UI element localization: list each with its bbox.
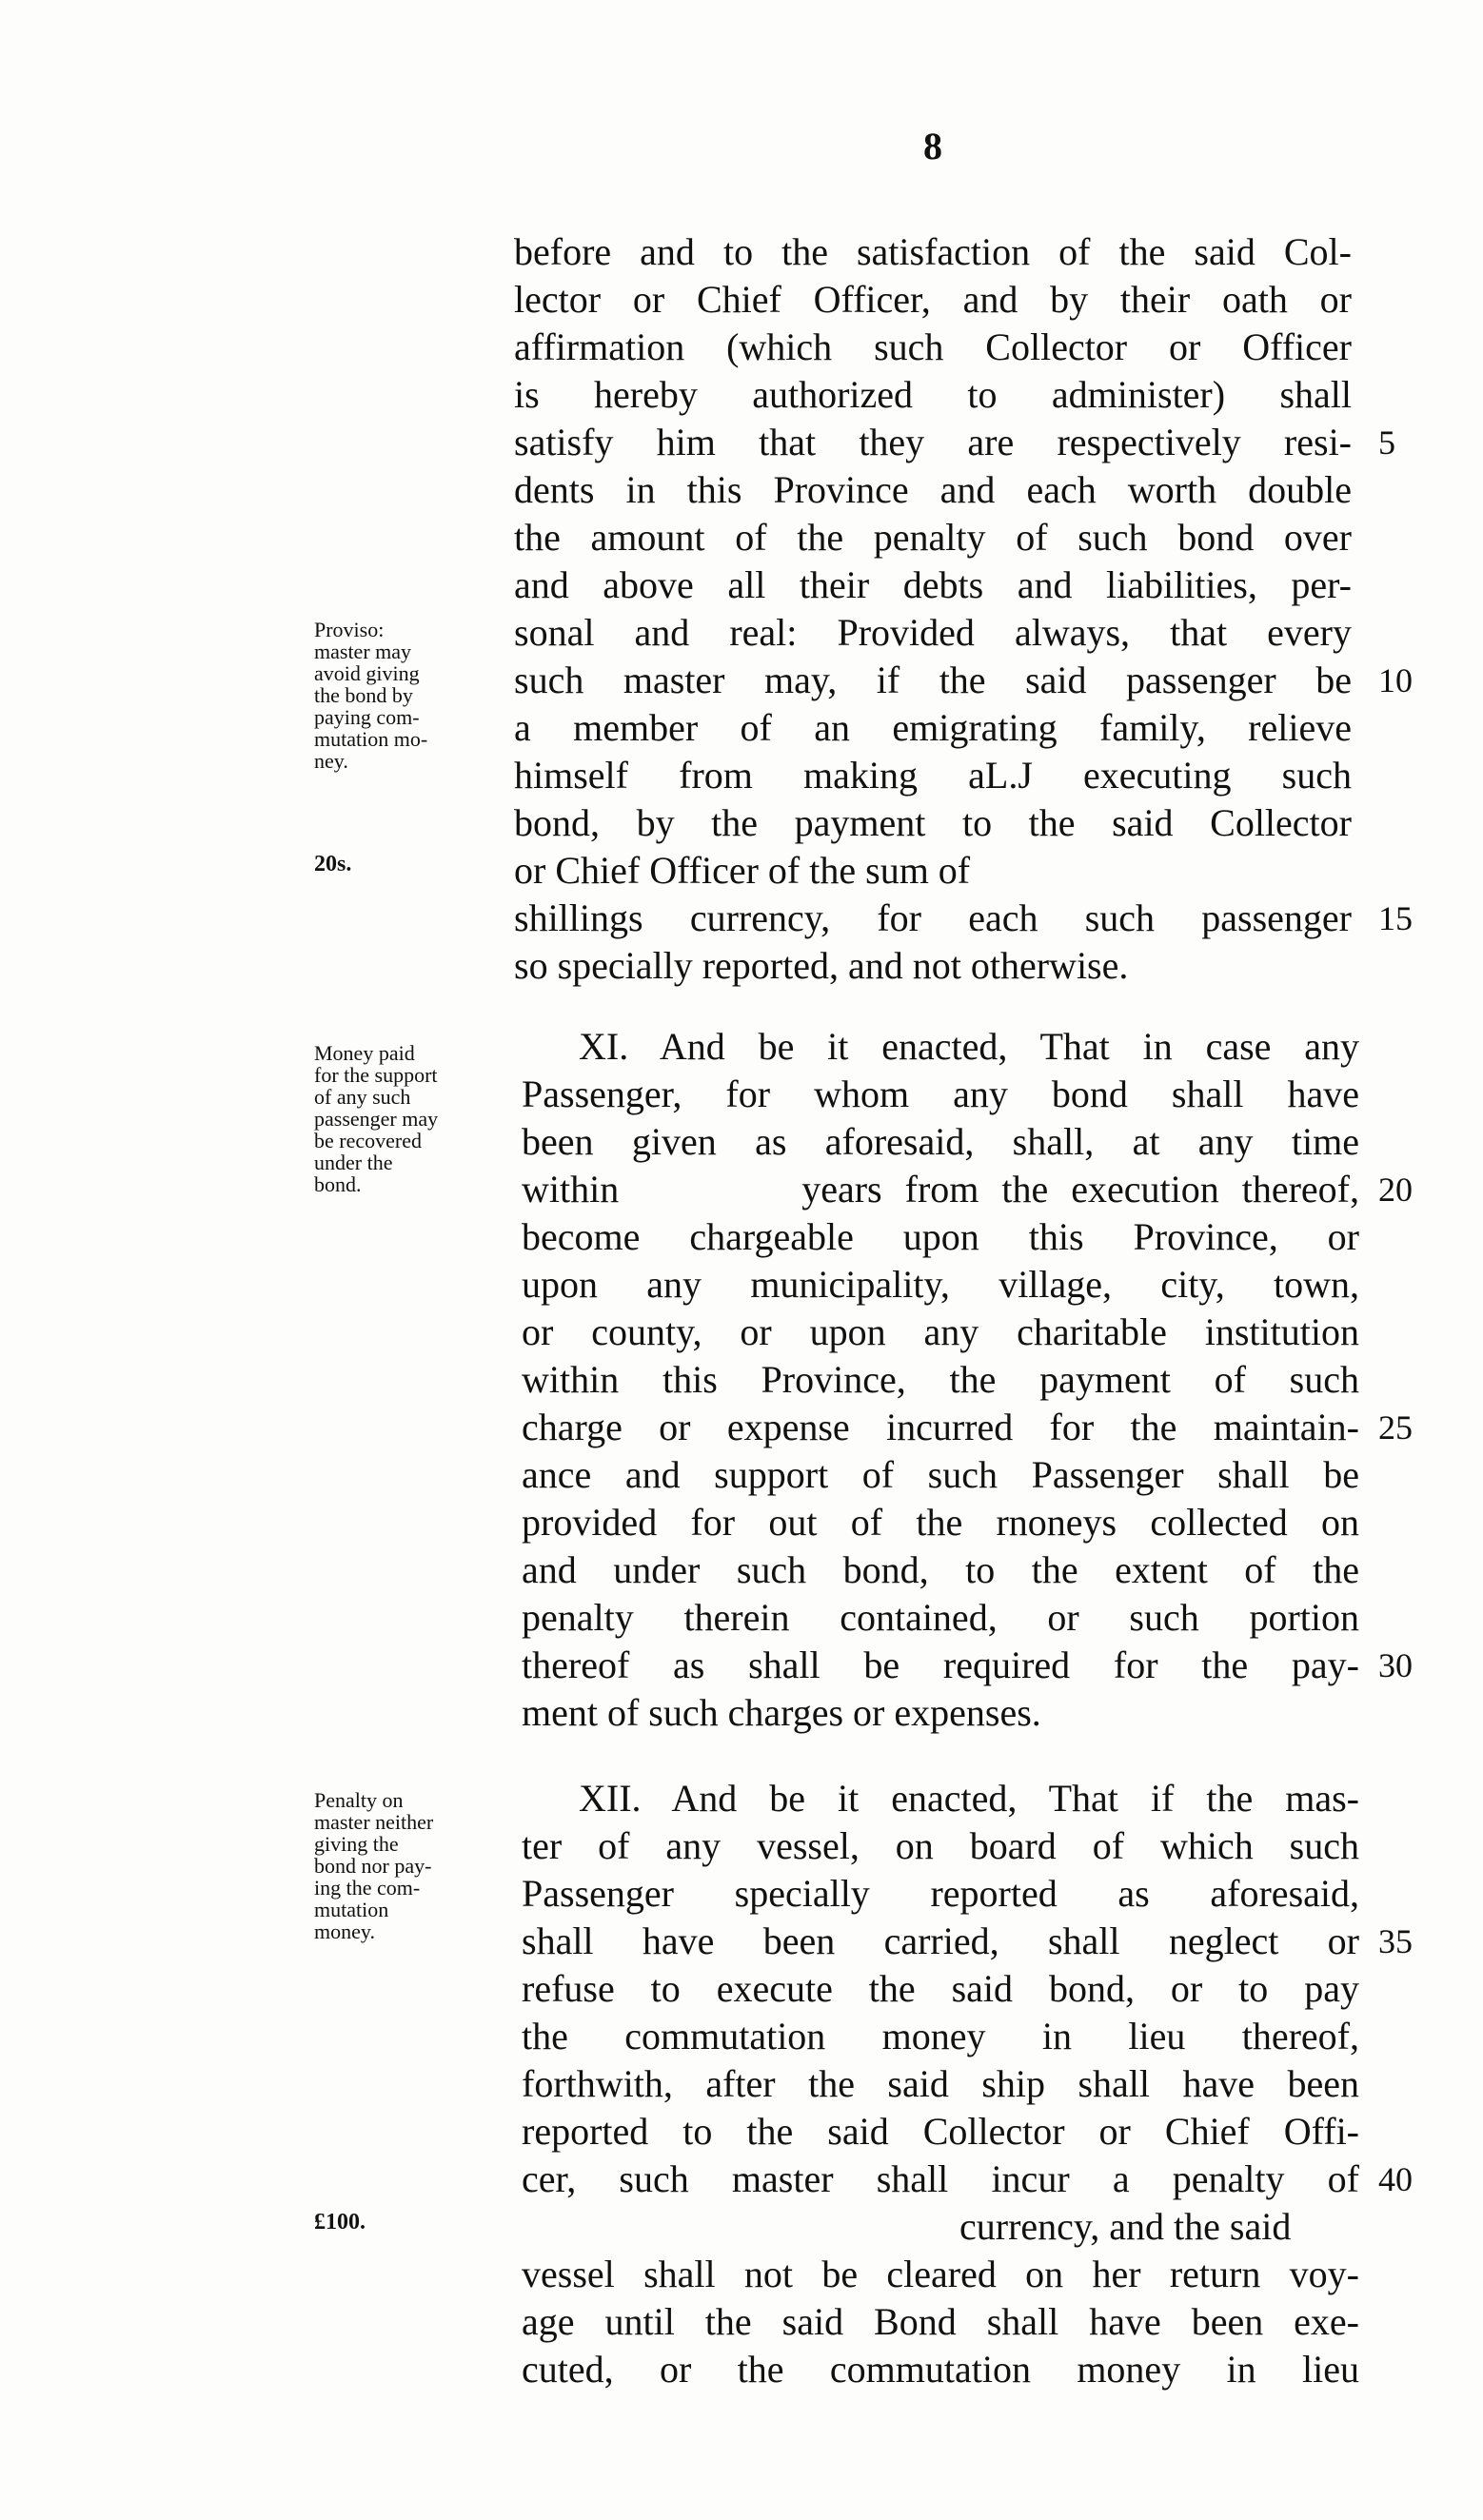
text-line: dents in this Province and each worth double [514,468,1352,511]
text-line: himself from making aL.J executing such [514,754,1352,797]
margin-note-line: the bond by [314,683,413,707]
text-line: affirmation (which such Collector or Officer [514,325,1352,368]
text-line: reported to the said Collector or Chief Offi- [522,2110,1359,2153]
margin-note-line: money. [314,1920,375,1943]
margin-note-line: passenger may [314,1107,439,1131]
text-line: the commutation money in lieu thereof, [522,2015,1359,2057]
text-line: shall have been carried, shall neglect or [522,1920,1359,1962]
text-line: currency, and the said [959,2205,1292,2248]
margin-note-line: of any such [314,1085,411,1109]
text-line: vessel shall not be cleared on her return voy- [522,2253,1359,2295]
text-line: the amount of the penalty of such bond over [514,516,1352,559]
section-xii [522,1775,1359,2393]
text-line: refuse to execute the said bond, or to pay [522,1967,1359,2010]
text-line: forthwith, after the said ship shall have been [522,2062,1359,2105]
text-line: shillings currency, for each such passenger [514,896,1352,939]
margin-note-line: mutation [314,1898,389,1921]
text-line: Passenger, for whom any bond shall have [522,1073,1359,1115]
margin-note-line: for the support [314,1063,438,1087]
text-line: is hereby authorized to administer) shall [514,373,1352,416]
text-line: and under such bond, to the extent of the [522,1548,1359,1591]
margin-note-line: under the [314,1151,393,1174]
line-number: 20 [1378,1171,1413,1209]
text-line: such master may, if the said passenger be [514,659,1352,701]
text-line: cuted, or the commutation money in lieu [522,2348,1359,2391]
text-line: ment of such charges or expenses. [522,1691,1041,1734]
margin-note-line: be recovered [314,1129,422,1152]
margin-note-line: bond. [314,1172,362,1196]
paragraph-continuation [514,228,1352,990]
section-heading-line: XII. And be it enacted, That if the mas- [579,1777,1359,1820]
margin-amount-proviso: 20s. [314,852,352,876]
margin-amount-penalty: £100. [314,2210,366,2235]
text-line: provided for out of the rnoneys collected on [522,1501,1359,1544]
margin-note-line: avoid giving [314,661,420,685]
margin-note-line: Penalty on [314,1788,404,1812]
line-number: 30 [1378,1646,1413,1684]
text-line: within years from the execution thereof, [522,1168,1359,1211]
margin-note-line: Proviso: [314,618,385,641]
line-number: 5 [1378,423,1395,462]
text-line: and above all their debts and liabilities, per- [514,563,1352,606]
text-line: upon any municipality, village, city, town, [522,1263,1359,1306]
margin-note-line: paying com- [314,705,420,729]
line-number: 15 [1378,899,1413,937]
margin-note-line: ing the com- [314,1876,421,1900]
text-line: cer, such master shall incur a penalty of [522,2157,1359,2200]
text-line: Passenger specially reported as aforesaid, [522,1872,1359,1915]
text-line: a member of an emigrating family, relieve [514,706,1352,749]
text-line: sonal and real: Provided always, that every [514,611,1352,654]
text-line: within this Province, the payment of such [522,1358,1359,1401]
text-line: so specially reported, and not otherwise. [514,944,1129,987]
line-number: 35 [1378,1922,1413,1960]
margin-note-line: mutation mo- [314,727,428,751]
margin-note-proviso [314,619,524,772]
margin-note-line: master may [314,640,412,663]
margin-note-line: Money paid [314,1041,415,1065]
text-line: ance and support of such Passenger shall be [522,1453,1359,1496]
line-number: 25 [1378,1408,1413,1447]
margin-note-line: giving the [314,1832,399,1856]
text-line: been given as aforesaid, shall, at any time [522,1120,1359,1163]
margin-note-line: master neither [314,1810,434,1834]
margin-note-penalty [314,1789,524,1942]
text-line: before and to the satisfaction of the said Col- [514,230,1352,273]
margin-note-line: ney. [314,749,348,773]
margin-note-money-paid [314,1042,524,1195]
text-line: lector or Chief Officer, and by their oath or [514,278,1352,321]
text-line: age until the said Bond shall have been exe- [522,2300,1359,2343]
line-number: 40 [1378,2160,1413,2198]
text-line: become chargeable upon this Province, or [522,1215,1359,1258]
text-line: penalty therein contained, or such portion [522,1596,1359,1639]
section-xi [522,1023,1359,1737]
text-line: or county, or upon any charitable institution [522,1310,1359,1353]
text-line: satisfy him that they are respectively resi- [514,421,1352,463]
text-line: bond, by the payment to the said Collector [514,801,1352,844]
text-line: or Chief Officer of the sum of [514,849,971,892]
text-line: ter of any vessel, on board of which such [522,1824,1359,1867]
margin-note-line: bond nor pay- [314,1854,432,1878]
text-line: charge or expense incurred for the maintain- [522,1406,1359,1448]
text-line: thereof as shall be required for the pay- [522,1644,1359,1686]
line-number: 10 [1378,661,1413,699]
section-heading-line: XI. And be it enacted, That in case any [579,1025,1359,1068]
page-number: 8 [923,125,942,167]
